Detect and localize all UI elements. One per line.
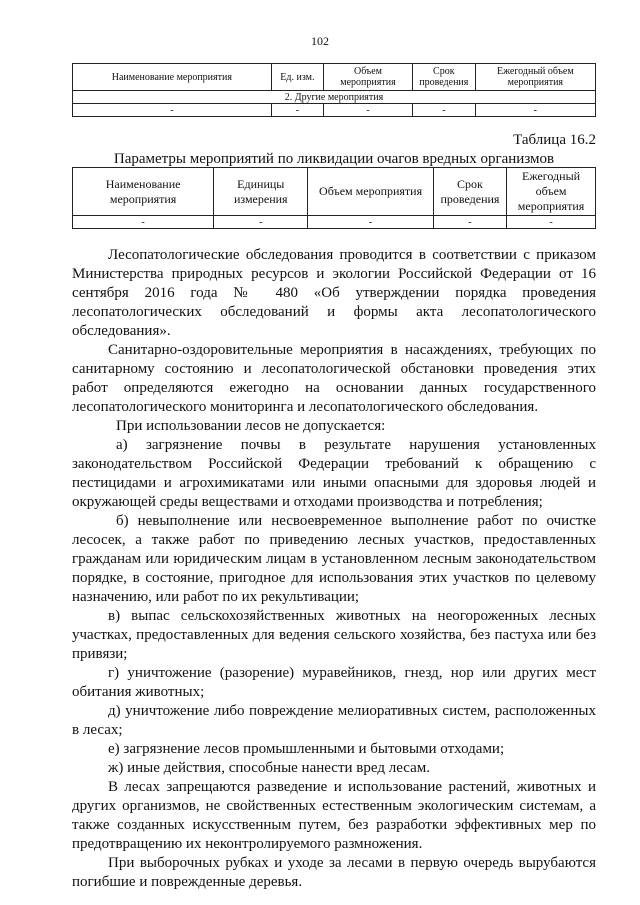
table-cell: - [412, 104, 475, 117]
header-cell: Объем мероприятия [324, 64, 413, 91]
header-cell: Ежегодный объем мероприятия [507, 168, 596, 216]
table-cell: - [308, 216, 434, 229]
table-cell: - [73, 216, 214, 229]
header-cell: Единицы измерения [214, 168, 308, 216]
table-cell: - [73, 104, 272, 117]
header-cell: Ежегодный объем мероприятия [475, 64, 595, 91]
paragraph: В лесах запрещаются разведение и использование растений, животных и других организмов, не свойственных естественным экологическим системам, а также созданных искусственным путем, без разработки эффективных мер по предотвращению их неконтролируемого размножения. [72, 779, 596, 852]
table-cell: - [433, 216, 506, 229]
list-item: г) уничтожение (разорение) муравейников, гнезд, нор или других мест обитания животных; [72, 665, 596, 700]
list-item: а) загрязнение почвы в результате нарушения установленных законодательством Российской Федерации требований к обращению с пестицидами и агрохимикатами или иными опасными для здоровья людей и окружающей среды веществами и отходами производства и потребления; [72, 437, 596, 510]
pest-measures-table [72, 167, 596, 229]
table-cell: - [214, 216, 308, 229]
paragraph: При использовании лесов не допускается: [116, 418, 386, 434]
list-item: ж) иные действия, способные нанести вред лесам. [108, 760, 430, 776]
paragraph: При выборочных рубках и уходе за лесами в первую очередь вырубаются погибшие и поврежденные деревья. [72, 855, 596, 890]
header-cell: Срок проведения [412, 64, 475, 91]
table-cell: - [475, 104, 595, 117]
table-cell: - [271, 104, 323, 117]
header-cell: Ед. изм. [271, 64, 323, 91]
header-cell: Наименование мероприятия [73, 168, 214, 216]
measures-table-continued [72, 63, 596, 117]
table-cell: - [507, 216, 596, 229]
list-item: д) уничтожение либо повреждение мелиоративных систем, расположенных в лесах; [72, 703, 596, 738]
list-item: в) выпас сельскохозяйственных животных на неогороженных лесных участках, предоставленных для ведения сельского хозяйства, без пастуха или без привязи; [72, 608, 596, 662]
list-item: е) загрязнение лесов промышленными и бытовыми отходами; [108, 741, 505, 757]
table-caption: Таблица 16.2 [513, 132, 596, 148]
section-row: 2. Другие мероприятия [73, 91, 596, 104]
header-cell: Наименование мероприятия [73, 64, 272, 91]
table-cell: - [324, 104, 413, 117]
table-title: Параметры мероприятий по ликвидации очагов вредных организмов [113, 151, 555, 167]
paragraph: Санитарно-оздоровительные мероприятия в насаждениях, требующих по санитарному состоянию и лесопатологической обстановки проведения этих работ определяются ежегодно на основании данных государственного лесопатологического мониторинга и лесопатологического обследования. [72, 342, 596, 415]
header-cell: Срок проведения [433, 168, 506, 216]
list-item: б) невыполнение или несвоевременное выполнение работ по очистке лесосек, а также работ по приведению лесных участков, предоставленных гражданам или юридическим лицам в установленном лесным законодательством порядке, в состояние, пригодное для использования этих участков по целевому назначению, или работ по их рекультивации; [72, 513, 596, 605]
paragraph: Лесопатологические обследования проводится в соответствии с приказом Министерства природных ресурсов и экологии Российской Федерации от 16 сентября 2016 года № 480 «Об утверждении порядка проведения лесопатологических обследований и формы акта лесопатологического обследования». [72, 247, 596, 339]
page-number: 102 [311, 34, 329, 48]
body-text [72, 246, 596, 892]
header-cell: Объем мероприятия [308, 168, 434, 216]
